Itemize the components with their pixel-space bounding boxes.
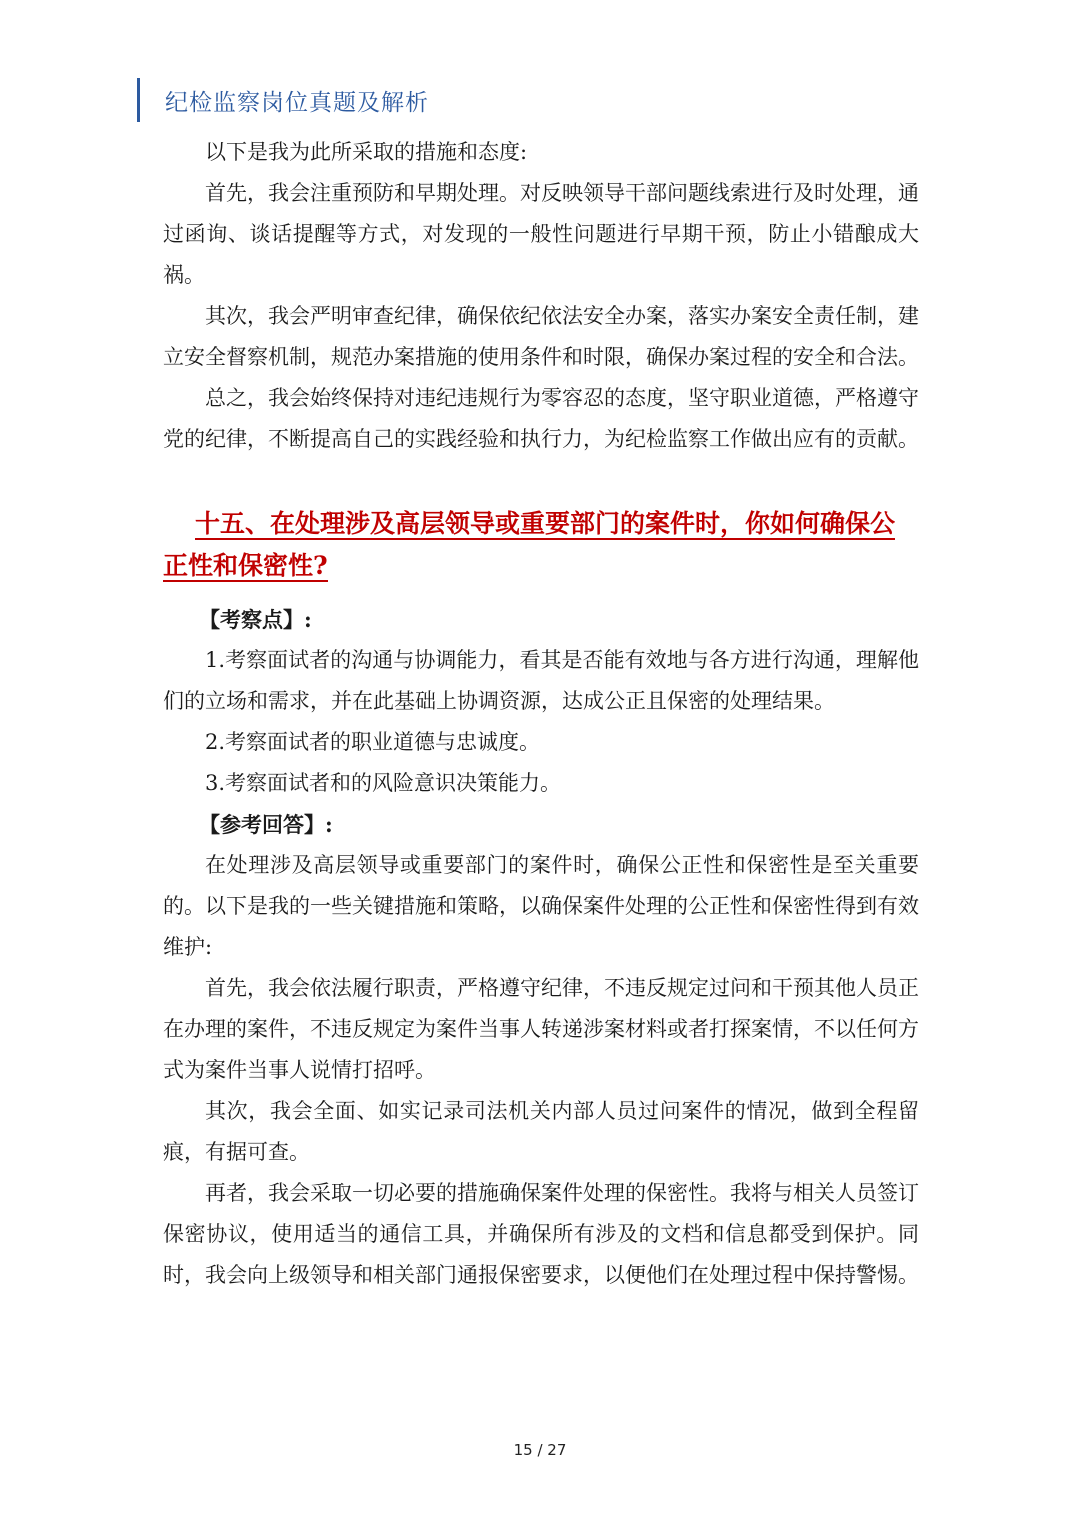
exam-point: 1.考察面试者的沟通与协调能力，看其是否能有效地与各方进行沟通，理解他们的立场和需求，并在此基础上协调资源，达成公正且保密的处理结果。: [163, 648, 919, 713]
question-heading: 十五、在处理涉及高层领导或重要部门的案件时，你如何确保公正性和保密性?: [163, 509, 896, 580]
exam-points-label: 【考察点】:: [199, 607, 312, 632]
document-header: [137, 78, 429, 122]
section-gap: [163, 460, 919, 505]
answer-paragraph: 其次，我会全面、如实记录司法机关内部人员过问案件的情况，做到全程留痕，有据可查。: [163, 1099, 919, 1164]
answer-label: 【参考回答】:: [199, 812, 333, 837]
answer-paragraph: 再者，我会采取一切必要的措施确保案件处理的保密性。我将与相关人员签订保密协议，使用适当的通信工具，并确保所有涉及的文档和信息都受到保护。同时，我会向上级领导和相关部门通报保密要求，以便他们在处理过程中保持警惕。: [163, 1181, 919, 1287]
answer-paragraph: 在处理涉及高层领导或重要部门的案件时，确保公正性和保密性是至关重要的。以下是我的一些关键措施和策略，以确保案件处理的公正性和保密性得到有效维护:: [163, 853, 919, 959]
paragraph: 以下是我为此所采取的措施和态度:: [205, 140, 528, 164]
header-title: 纪检监察岗位真题及解析: [165, 89, 429, 116]
paragraph: 其次，我会严明审查纪律，确保依纪依法安全办案，落实办案安全责任制，建立安全督察机制，规范办案措施的使用条件和时限，确保办案过程的安全和合法。: [163, 304, 919, 369]
answer-paragraph: 首先，我会依法履行职责，严格遵守纪律，不违反规定过问和干预其他人员正在办理的案件，不违反规定为案件当事人转递涉案材料或者打探案情，不以任何方式为案件当事人说情打招呼。: [163, 976, 919, 1082]
paragraph: 首先，我会注重预防和早期处理。对反映领导干部问题线索进行及时处理，通过函询、谈话提醒等方式，对发现的一般性问题进行早期干预，防止小错酿成大祸。: [163, 181, 919, 287]
paragraph: 总之，我会始终保持对违纪违规行为零容忍的态度，坚守职业道德，严格遵守党的纪律，不断提高自己的实践经验和执行力，为纪检监察工作做出应有的贡献。: [163, 386, 919, 451]
exam-point: 2.考察面试者的职业道德与忠诚度。: [205, 730, 541, 754]
page-number: 15 / 27: [513, 1441, 567, 1459]
question-heading-block: [163, 505, 919, 589]
exam-point: 3.考察面试者和的风险意识决策能力。: [205, 771, 562, 795]
document-body: [163, 132, 919, 1296]
